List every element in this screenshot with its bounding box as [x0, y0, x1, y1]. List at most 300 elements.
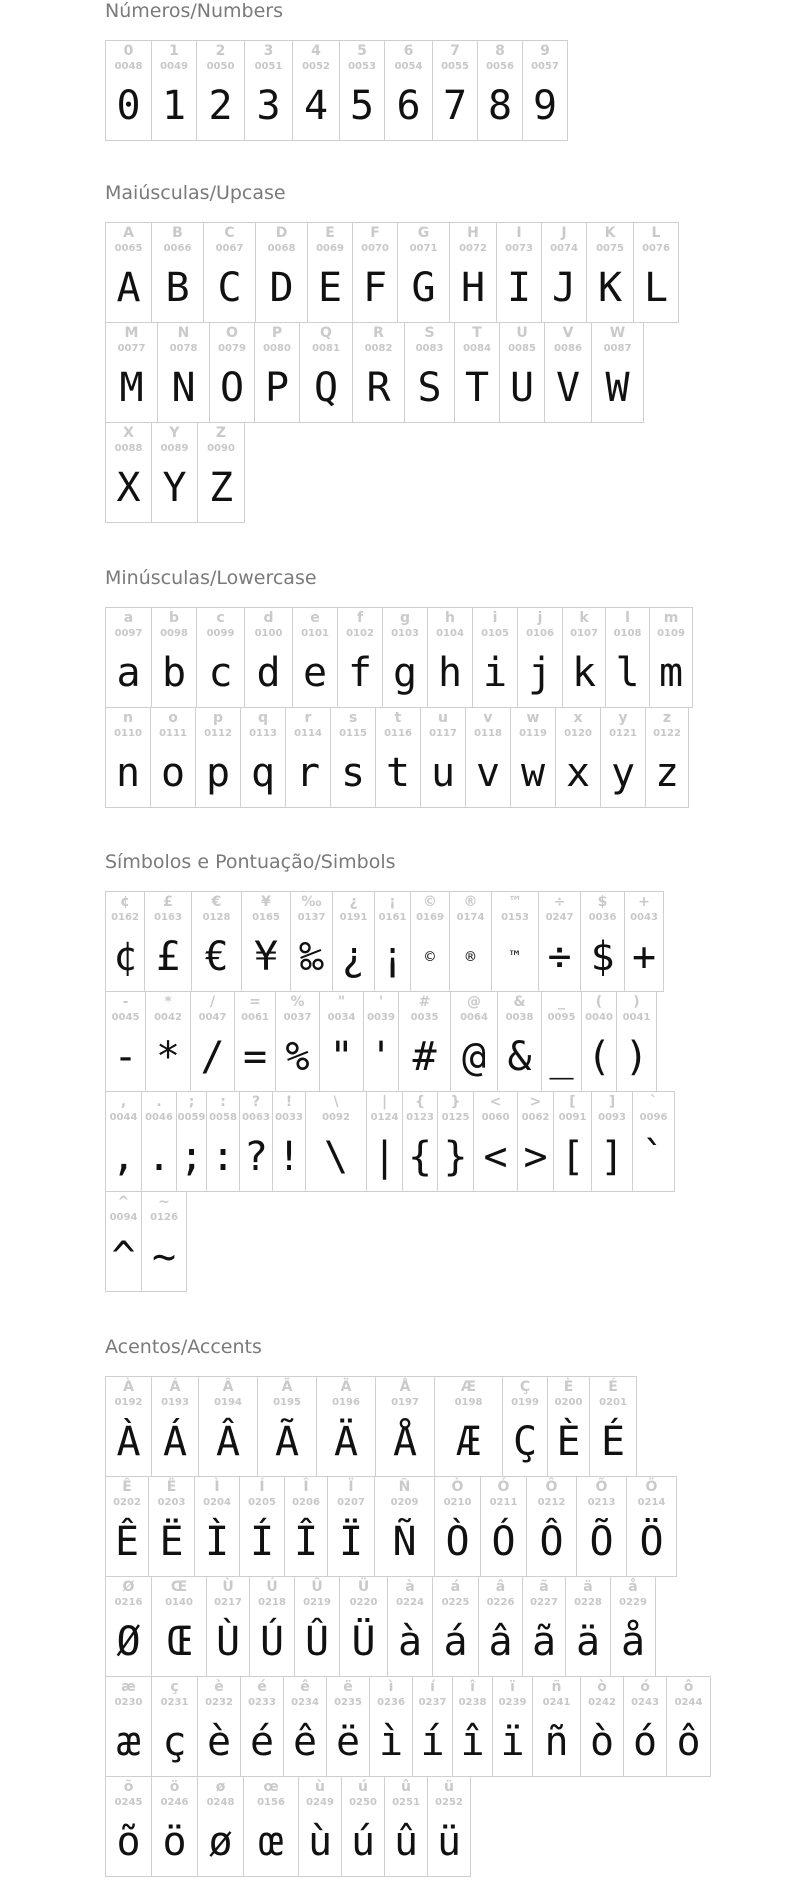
char-label: P: [271, 325, 283, 341]
glyph-sample: v: [475, 750, 501, 796]
glyph-sample: B: [165, 265, 190, 311]
char-label: ¡: [389, 894, 396, 910]
char-label: o: [168, 710, 178, 726]
glyph-sample: E: [317, 265, 343, 311]
glyph-sample: ]: [599, 1134, 625, 1180]
char-code: 0034: [327, 1012, 356, 1023]
char-code: 0200: [554, 1397, 583, 1408]
glyph-sample: ¢: [112, 934, 138, 980]
glyph-row: [105, 40, 567, 140]
char-label: è: [214, 1679, 224, 1695]
glyph-sample: ,: [111, 1134, 136, 1180]
glyph-cell: [144, 891, 192, 992]
glyph-cell: [339, 1576, 388, 1677]
char-label: À: [123, 1379, 134, 1395]
char-label: 9: [540, 43, 550, 59]
glyph-grid: [105, 40, 567, 140]
section-s-mbolos-e-pontua-o-simbols: [105, 851, 674, 1291]
char-code: 0194: [214, 1397, 242, 1408]
glyph-cell: [449, 891, 492, 992]
char-code: 0226: [486, 1597, 515, 1608]
char-code: 0217: [214, 1597, 242, 1608]
char-label: ]: [608, 1094, 616, 1110]
char-code: 0156: [257, 1797, 285, 1808]
char-label: É: [608, 1379, 618, 1395]
char-code: 0038: [505, 1012, 534, 1023]
glyph-cell: [157, 322, 210, 423]
glyph-cell: [285, 707, 331, 808]
glyph-cell: [105, 222, 152, 323]
char-code: 0191: [339, 912, 368, 923]
glyph-cell: [375, 1376, 435, 1477]
char-code: 0040: [585, 1012, 613, 1023]
glyph-cell: [254, 322, 300, 423]
char-code: 0252: [435, 1797, 463, 1808]
char-code: 0081: [312, 343, 340, 354]
glyph-cell: [151, 1376, 199, 1477]
char-label: æ: [121, 1679, 136, 1695]
glyph-sample: 8: [487, 83, 513, 129]
glyph-cell: [397, 222, 450, 323]
glyph-sample: P: [264, 365, 290, 411]
char-label: *: [164, 994, 172, 1010]
glyph-sample: ã: [531, 1619, 557, 1665]
char-label: :: [220, 1094, 226, 1110]
char-code: 0204: [203, 1497, 231, 1508]
glyph-cell: [478, 1576, 523, 1677]
char-label: ó: [640, 1679, 650, 1695]
glyph-cell: [352, 322, 405, 423]
glyph-cell: [284, 1476, 328, 1577]
char-code: 0070: [361, 243, 389, 254]
glyph-cell: [555, 707, 601, 808]
char-code: 0118: [474, 728, 502, 739]
glyph-sample: È: [556, 1419, 581, 1465]
char-label: `: [650, 1094, 657, 1110]
glyph-cell: [283, 1676, 327, 1777]
glyph-cell: [492, 1676, 533, 1777]
char-code: 0137: [297, 912, 326, 923]
char-code: 0197: [391, 1397, 419, 1408]
char-code: 0080: [263, 343, 291, 354]
char-code: 0099: [206, 628, 235, 639]
char-code: 0063: [242, 1112, 270, 1123]
char-label: ;: [188, 1094, 195, 1110]
char-label: ™: [508, 894, 522, 910]
glyph-sample: ^: [111, 1234, 136, 1280]
glyph-sample: h: [437, 650, 463, 696]
glyph-cell: [398, 991, 451, 1092]
glyph-sample: ì: [378, 1719, 404, 1765]
char-label: k: [579, 610, 589, 626]
glyph-sample: 2: [208, 83, 233, 129]
glyph-sample: U: [509, 365, 535, 411]
char-label: Ç: [519, 1379, 531, 1395]
char-code: 0083: [415, 343, 444, 354]
char-label: Ø: [122, 1579, 135, 1595]
glyph-cell: [576, 1476, 627, 1577]
glyph-cell: [105, 1576, 152, 1677]
char-code: 0225: [441, 1597, 470, 1608]
glyph-sample: S: [417, 365, 442, 411]
char-label: Î: [303, 1479, 309, 1495]
char-label: Ô: [545, 1479, 558, 1495]
char-code: 0246: [160, 1797, 189, 1808]
glyph-cell: [239, 1091, 273, 1192]
char-label: ô: [683, 1679, 694, 1695]
glyph-cell: [298, 1776, 342, 1877]
glyph-sample: Å: [392, 1419, 418, 1465]
char-code: 0094: [109, 1212, 138, 1223]
char-label: ': [378, 994, 384, 1010]
glyph-sample: w: [520, 750, 546, 796]
glyph-cell: [589, 1376, 637, 1477]
char-code: 0165: [252, 912, 280, 923]
char-code: 0115: [339, 728, 367, 739]
glyph-cell: [369, 1676, 413, 1777]
char-label: -: [122, 994, 129, 1010]
glyph-sample: %: [285, 1034, 310, 1080]
glyph-cell: [241, 891, 291, 992]
glyph-cell: [255, 222, 308, 323]
glyph-sample: H: [460, 265, 486, 311]
glyph-sample: Ù: [215, 1619, 241, 1665]
char-label: ò: [597, 1679, 607, 1695]
glyph-cell: [240, 707, 286, 808]
glyph-cell: [197, 422, 245, 523]
char-label: Ë: [166, 1479, 177, 1495]
char-code: 0062: [521, 1112, 550, 1123]
char-code: 0126: [150, 1212, 178, 1223]
glyph-sample: J: [551, 265, 577, 311]
char-code: 0075: [596, 243, 624, 254]
glyph-sample: a: [116, 650, 141, 696]
char-code: 0244: [674, 1697, 703, 1708]
char-label: £: [163, 894, 173, 910]
char-code: 0084: [463, 343, 491, 354]
glyph-cell: [591, 322, 644, 423]
char-code: 0071: [409, 243, 438, 254]
char-label: +: [638, 894, 650, 910]
glyph-cell: [522, 40, 568, 141]
glyph-sample: 9: [532, 83, 558, 129]
char-label: L: [651, 225, 661, 241]
section-title: Minúsculas/Lowercase: [105, 567, 317, 589]
glyph-cell: [366, 1091, 403, 1192]
char-code: 0082: [364, 343, 393, 354]
char-code: 0050: [206, 61, 235, 72]
glyph-cell: [384, 1776, 428, 1877]
char-label: (: [595, 994, 603, 1010]
char-label: U: [516, 325, 528, 341]
char-code: 0119: [519, 728, 547, 739]
glyph-row: [105, 1091, 674, 1191]
char-code: 0117: [429, 728, 457, 739]
glyph-sample: X: [116, 465, 141, 511]
glyph-sample: k: [571, 650, 597, 696]
char-code: 0112: [204, 728, 232, 739]
glyph-cell: [151, 422, 198, 523]
char-label: f: [356, 610, 364, 626]
glyph-sample: á: [443, 1619, 468, 1665]
glyph-sample: ¥: [253, 934, 279, 980]
char-code: 0227: [530, 1597, 558, 1608]
char-code: 0059: [177, 1112, 206, 1123]
glyph-cell: [195, 707, 241, 808]
glyph-cell: [404, 322, 455, 423]
glyph-sample: m: [658, 650, 684, 696]
char-label: F: [370, 225, 380, 241]
char-code: 0051: [254, 61, 283, 72]
char-label: å: [628, 1579, 638, 1595]
glyph-sample: ": [329, 1034, 354, 1080]
char-label: e: [310, 610, 320, 626]
glyph-sample: 1: [161, 83, 187, 129]
char-label: €: [211, 894, 222, 910]
char-code: 0069: [316, 243, 344, 254]
char-label: Y: [169, 425, 180, 441]
char-label: Â: [222, 1379, 234, 1395]
glyph-cell: [145, 991, 191, 1092]
char-label: V: [562, 325, 574, 341]
glyph-cell: [452, 1676, 493, 1777]
char-label: i: [492, 610, 498, 626]
char-code: 0092: [322, 1112, 350, 1123]
char-code: 0218: [258, 1597, 286, 1608]
char-label: u: [438, 710, 448, 726]
glyph-cell: [586, 222, 634, 323]
glyph-cell: [151, 1776, 198, 1877]
glyph-cell: [105, 1091, 142, 1192]
char-code: 0239: [498, 1697, 527, 1708]
char-label: ÷: [553, 894, 566, 910]
glyph-cell: [580, 1676, 624, 1777]
char-label: é: [257, 1679, 267, 1695]
char-code: 0193: [161, 1397, 189, 1408]
glyph-cell: [517, 1091, 554, 1192]
char-label: Õ: [595, 1479, 608, 1495]
glyph-sample: 5: [349, 83, 375, 129]
glyph-sample: ÷: [547, 934, 572, 980]
char-code: 0202: [113, 1497, 141, 1508]
glyph-cell: [541, 222, 587, 323]
char-label: [: [569, 1094, 576, 1110]
glyph-sample: õ: [116, 1819, 141, 1865]
glyph-cell: [151, 222, 204, 323]
char-code: 0231: [160, 1697, 189, 1708]
glyph-cell: [465, 707, 511, 808]
char-code: 0045: [111, 1012, 140, 1023]
char-code: 0228: [574, 1597, 602, 1608]
char-label: ~: [158, 1194, 170, 1210]
section-title: Símbolos e Pontuação/Simbols: [105, 851, 396, 873]
glyph-sample: é: [249, 1719, 275, 1765]
char-label: Ñ: [398, 1479, 411, 1495]
char-code: 0162: [111, 912, 139, 923]
char-label: ü: [444, 1779, 454, 1795]
char-label: M: [124, 325, 139, 341]
glyph-cell: [480, 1476, 527, 1577]
glyph-sample: &: [507, 1034, 532, 1080]
glyph-cell: [374, 1476, 435, 1577]
glyph-cell: [196, 40, 245, 141]
glyph-cell: [491, 891, 539, 992]
glyph-cell: [472, 607, 518, 708]
char-code: 0111: [159, 728, 187, 739]
glyph-cell: [257, 1376, 317, 1477]
glyph-sample: Õ: [589, 1519, 614, 1565]
char-label: $: [597, 894, 608, 910]
char-code: 0072: [459, 243, 487, 254]
glyph-cell: [151, 1676, 198, 1777]
glyph-sample: j: [527, 650, 553, 696]
char-label: @: [467, 994, 481, 1010]
glyph-cell: [412, 1676, 453, 1777]
glyph-cell: [666, 1676, 711, 1777]
char-code: 0105: [481, 628, 509, 639]
glyph-cell: [541, 991, 582, 1092]
glyph-sample: t: [385, 750, 411, 796]
glyph-cell: [450, 991, 498, 1092]
glyph-sample: ?: [243, 1134, 269, 1180]
glyph-sample: Ø: [116, 1619, 141, 1665]
char-code: 0090: [207, 443, 235, 454]
glyph-cell: [316, 1376, 376, 1477]
char-code: 0064: [460, 1012, 488, 1023]
glyph-sample: [: [560, 1134, 585, 1180]
char-code: 0224: [396, 1597, 424, 1608]
char-label: %: [290, 994, 305, 1010]
glyph-cell: [105, 707, 151, 808]
char-label: â: [495, 1579, 506, 1595]
glyph-cell: [151, 40, 197, 141]
char-code: 0236: [377, 1697, 405, 1708]
char-code: 0207: [337, 1497, 365, 1508]
glyph-sample: ç: [162, 1719, 187, 1765]
glyph-cell: [517, 607, 563, 708]
char-code: 0174: [456, 912, 485, 923]
char-label: 3: [263, 43, 274, 59]
glyph-sample: Ô: [539, 1519, 564, 1565]
char-label: |: [381, 1094, 388, 1110]
char-label: œ: [263, 1779, 279, 1795]
char-label: x: [573, 710, 583, 726]
char-code: 0055: [441, 61, 469, 72]
glyph-cell: [600, 707, 646, 808]
glyph-cell: [547, 1376, 590, 1477]
glyph-cell: [363, 991, 399, 1092]
char-code: 0039: [367, 1012, 395, 1023]
glyph-cell: [191, 891, 242, 992]
glyph-sample: 0: [116, 83, 141, 129]
char-code: 0077: [117, 343, 146, 354]
char-label: Ä: [340, 1379, 352, 1395]
glyph-sample: ): [624, 1034, 649, 1080]
char-code: 0234: [291, 1697, 319, 1708]
glyph-sample: Ï: [338, 1519, 364, 1565]
section-mai-sculas-upcase: [105, 182, 678, 522]
char-label: ä: [583, 1579, 593, 1595]
glyph-cell: [522, 1576, 566, 1677]
glyph-cell: [538, 891, 581, 992]
glyph-cell: [580, 891, 625, 992]
char-code: 0047: [198, 1012, 227, 1023]
char-label: j: [537, 610, 543, 626]
glyph-cell: [375, 707, 421, 808]
glyph-sample: Q: [313, 365, 339, 411]
glyph-sample: M: [119, 365, 144, 411]
glyph-cell: [151, 607, 197, 708]
glyph-cell: [244, 607, 293, 708]
glyph-cell: [197, 1776, 244, 1877]
char-label: Œ: [170, 1579, 188, 1595]
glyph-sample: I: [506, 265, 532, 311]
char-code: 0048: [114, 61, 143, 72]
char-code: 0091: [558, 1112, 587, 1123]
glyph-cell: [510, 707, 556, 808]
char-label: Ê: [122, 1479, 132, 1495]
section-title: Números/Numbers: [105, 0, 283, 22]
char-label: I: [516, 225, 522, 241]
glyph-cell: [319, 991, 364, 1092]
char-label: ñ: [551, 1679, 562, 1695]
glyph-sample: G: [411, 265, 436, 311]
char-label: Å: [399, 1379, 411, 1395]
glyph-sample: Ö: [639, 1519, 664, 1565]
glyph-sample: â: [488, 1619, 513, 1665]
char-code: 0079: [218, 343, 246, 354]
char-code: 0095: [547, 1012, 576, 1023]
char-code: 0056: [486, 61, 514, 72]
char-code: 0216: [114, 1597, 143, 1608]
glyph-cell: [307, 222, 353, 323]
glyph-cell: [290, 891, 333, 992]
glyph-sample: Ã: [274, 1419, 300, 1465]
glyph-cell: [339, 40, 385, 141]
char-code: 0074: [550, 243, 578, 254]
char-label: >: [529, 1094, 542, 1110]
glyph-sample: \: [323, 1134, 349, 1180]
glyph-cell: [105, 322, 158, 423]
char-code: 0114: [294, 728, 322, 739]
char-code: 0089: [160, 443, 189, 454]
glyph-row: [105, 707, 692, 807]
char-label: N: [177, 325, 190, 341]
char-label: 7: [450, 43, 460, 59]
char-code: 0102: [346, 628, 374, 639]
char-code: 0035: [410, 1012, 439, 1023]
section-n-meros-numbers: [105, 0, 567, 140]
char-label: Ï: [348, 1479, 354, 1495]
glyph-sample: Í: [249, 1519, 275, 1565]
glyph-sample: à: [397, 1619, 423, 1665]
glyph-sample: Ò: [445, 1519, 470, 1565]
section-min-sculas-lowercase: [105, 567, 692, 807]
glyph-cell: [327, 1476, 375, 1577]
char-label: O: [226, 325, 238, 341]
glyph-sample: W: [605, 365, 630, 411]
char-code: 0229: [619, 1597, 647, 1608]
glyph-cell: [105, 40, 152, 141]
char-code: 0100: [254, 628, 283, 639]
char-label: ,: [120, 1094, 127, 1110]
char-code: 0213: [587, 1497, 616, 1508]
glyph-sample: ~: [151, 1234, 177, 1280]
char-label: X: [123, 425, 134, 441]
char-code: 0210: [443, 1497, 472, 1508]
glyph-grid: [105, 891, 674, 1291]
glyph-cell: [437, 1091, 474, 1192]
